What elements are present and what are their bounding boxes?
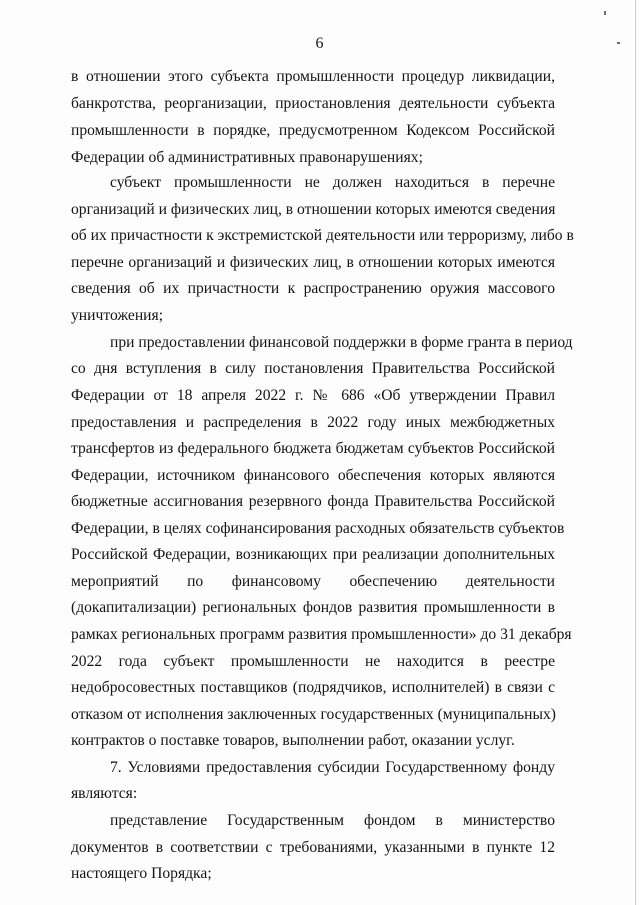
text-line: Федерации от 18 апреля 2022 г. № 686 «Об утверждении Правил <box>71 387 555 404</box>
text-line: уничтожения; <box>71 307 164 324</box>
scan-speck <box>617 42 620 44</box>
text-line: об их причастности к экстремистской деятельности или терроризму, либо в <box>71 227 574 244</box>
text-line: представление Государственным фондом в министерство <box>110 812 555 829</box>
text-line: (докапитализации) региональных фондов развития промышленности в <box>71 599 555 616</box>
text-line: банкротства, реорганизации, приостановления деятельности субъекта <box>71 95 555 112</box>
text-line: со дня вступления в силу постановления Правительства Российской <box>71 360 555 377</box>
text-line: при предоставлении финансовой поддержки в форме гранта в период <box>110 334 573 351</box>
text-line: документов в соответствии с требованиями, указанными в пункте 12 <box>71 839 555 856</box>
text-line: перечне организаций и физических лиц, в отношении которых имеются <box>71 254 555 271</box>
text-line: сведения об их причастности к распространению оружия массового <box>71 280 555 297</box>
text-line: предоставления и распределения в 2022 году иных межбюджетных <box>71 414 555 431</box>
text-line: являются: <box>71 785 138 802</box>
text-line: контрактов о поставке товаров, выполнении работ, оказании услуг. <box>71 732 515 749</box>
text-line: мероприятий по финансовому обеспечению деятельности <box>71 573 555 590</box>
text-line: бюджетные ассигнования резервного фонда Правительства Российской <box>71 493 555 510</box>
text-line: настоящего Порядка; <box>71 865 212 882</box>
text-line: 2022 года субъект промышленности не находится в реестре <box>71 653 555 670</box>
text-line: рамках региональных программ развития промышленности» до 31 декабря <box>71 626 572 643</box>
text-line: Российской Федерации, возникающих при реализации дополнительных <box>71 546 555 563</box>
page-edge <box>635 0 636 905</box>
text-line: организаций и физических лиц, в отношении которых имеются сведения <box>71 201 556 218</box>
text-line: трансфертов из федерального бюджета бюджетам субъектов Российской <box>71 440 555 457</box>
page-number: 6 <box>315 35 324 52</box>
text-line: Федерации об административных правонарушениях; <box>71 149 423 166</box>
text-line: Федерации, источником финансового обеспечения которых являются <box>71 467 555 484</box>
text-line: 7. Условиями предоставления субсидии Государственному фонду <box>110 759 555 776</box>
scan-speck <box>604 11 606 15</box>
text-line: Федерации, в целях софинансирования расходных обязательств субъектов <box>71 520 565 537</box>
text-line: в отношении этого субъекта промышленности процедур ликвидации, <box>71 68 555 85</box>
text-line: отказом от исполнения заключенных государственных (муниципальных) <box>71 706 556 723</box>
text-line: субъект промышленности не должен находиться в перечне <box>110 174 555 191</box>
text-line: недобросовестных поставщиков (подрядчиков, исполнителей) в связи с <box>71 679 555 696</box>
text-line: промышленности в порядке, предусмотренном Кодексом Российской <box>71 122 555 139</box>
